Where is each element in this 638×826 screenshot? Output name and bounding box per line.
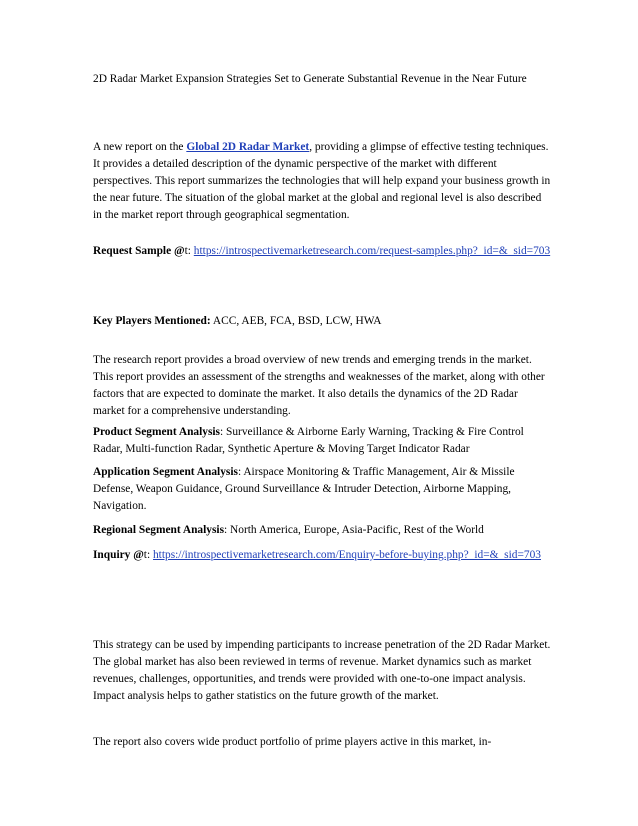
inquiry-paragraph	[93, 547, 551, 564]
regional-segment-paragraph	[93, 522, 551, 539]
portfolio-text: The report also covers wide product portfolio of prime players active in this market, in-	[93, 736, 492, 748]
intro-post-text: , providing a glimpse of effective testing techniques. It provides a detailed description of the dynamic perspective of the market with different perspectives. This report summarizes the technologies that will help expand your business growth in the near future. The situation of the global market at the global and regional level is also described in the market report through geographical segmentation.	[93, 141, 551, 221]
inquiry-link[interactable]: https://introspectivemarketresearch.com/Enquiry-before-buying.php?_id=&_sid=703	[152, 549, 541, 561]
intro-pre-text: A new report on the	[93, 141, 187, 153]
key-players-paragraph	[93, 313, 551, 330]
regional-segment-label: Regional Segment Analysis	[93, 524, 225, 536]
product-segment-paragraph	[93, 424, 551, 458]
product-segment-value: : Surveillance & Airborne Early Warning, Tracking & Fire Control Radar, Multi-function Radar, Synthetic Aperture & Moving Target Indicator Radar	[93, 426, 524, 455]
request-sample-label: Request Sample @	[93, 245, 185, 257]
regional-segment-value: : North America, Europe, Asia-Pacific, Rest of the World	[224, 524, 484, 536]
product-segment-label: Product Segment Analysis	[93, 426, 220, 438]
overview-text: The research report provides a broad overview of new trends and emerging trends in the market. This report provides an assessment of the strengths and weaknesses of the market, along with other factors that are expected to dominate the market. It also details the dynamics of the 2D Radar market for a comprehensive understanding.	[93, 354, 545, 417]
document-title	[93, 71, 551, 88]
request-sample-link[interactable]: https://introspectivemarketresearch.com/request-samples.php?_id=&_sid=703	[193, 245, 551, 257]
key-players-value: ACC, AEB, FCA, BSD, LCW, HWA	[210, 315, 382, 327]
request-sample-paragraph	[93, 243, 551, 260]
request-sample-suffix: t:	[184, 245, 194, 257]
inquiry-label: Inquiry @	[93, 549, 144, 561]
application-segment-paragraph	[93, 464, 551, 515]
key-players-label: Key Players Mentioned:	[93, 315, 211, 327]
title-text: 2D Radar Market Expansion Strategies Set to Generate Substantial Revenue in the Near Future	[93, 73, 527, 85]
strategy-paragraph	[93, 637, 551, 705]
application-segment-value: : Airspace Monitoring & Traffic Management, Air & Missile Defense, Weapon Guidance, Ground Surveillance & Intruder Detection, Airborne Mapping, Navigation.	[93, 466, 515, 512]
intro-paragraph	[93, 139, 551, 224]
overview-paragraph	[93, 352, 551, 420]
inquiry-suffix: t:	[143, 549, 153, 561]
portfolio-paragraph	[93, 734, 551, 751]
global-market-link[interactable]: Global 2D Radar Market	[186, 141, 310, 153]
strategy-text: This strategy can be used by impending participants to increase penetration of the 2D Radar Market. The global market has also been reviewed in terms of revenue. Market dynamics such as market revenues, challenges, opportunities, and trends were provided with one-to-one impact analysis. Impact analysis helps to gather statistics on the future growth of the market.	[93, 639, 551, 702]
application-segment-label: Application Segment Analysis	[93, 466, 238, 478]
